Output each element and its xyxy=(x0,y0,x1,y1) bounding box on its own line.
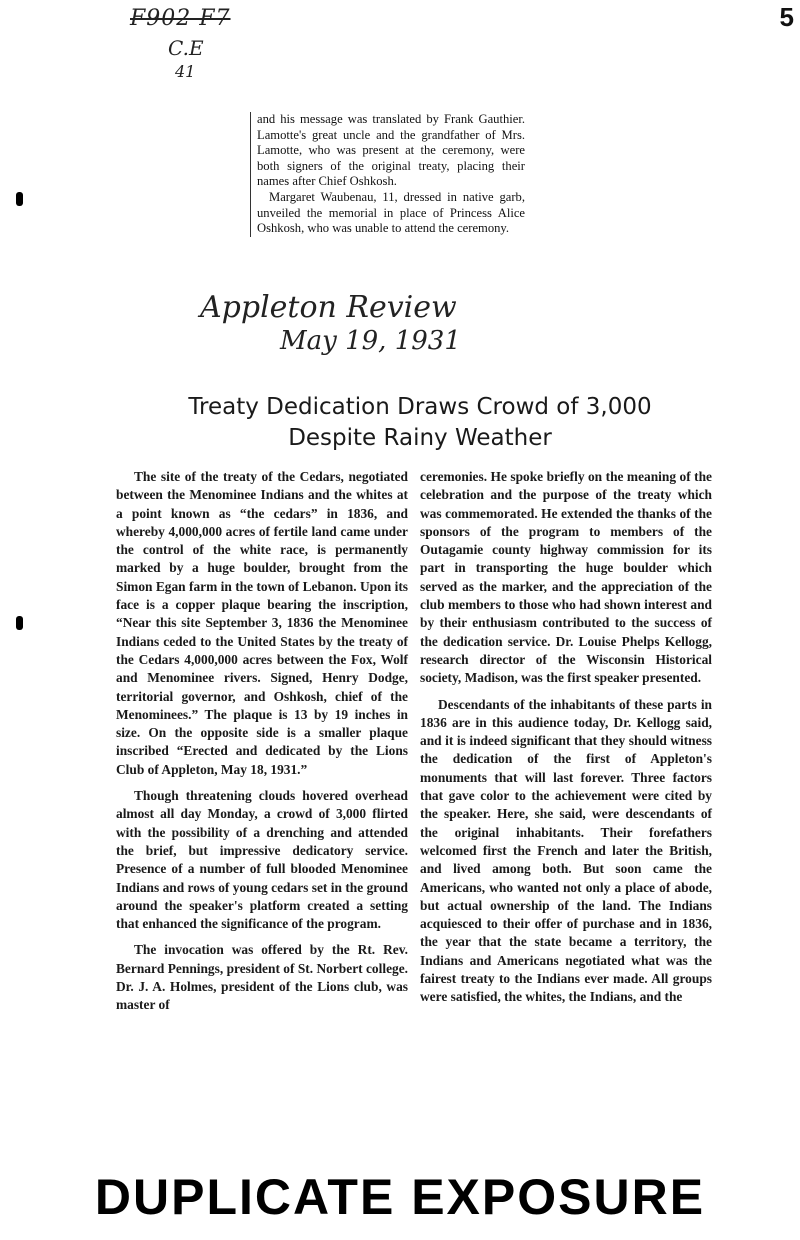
article-paragraph: Though threatening clouds hovered overhead almost all day Monday, a crowd of 3,000 flirted with the possibility of a drenching and attended the brief, but impressive dedicatory service. Presence of a number of full blooded Menominee Indians and rows of young cedars set in the ground around the speaker's platform created a setting that enhanced the significance of the program. xyxy=(116,788,408,932)
article-column-right xyxy=(420,468,712,1015)
registration-mark-left-bottom xyxy=(16,616,23,630)
source-handwriting-title: Appleton Review xyxy=(200,290,457,325)
article-paragraph: Descendants of the inhabitants of these parts in 1836 are in this audience today, Dr. Kellogg said, and it is indeed significant that they should witness the dedication of the first of Appleton's monuments that will last forever. Three factors that gave color to the achievement were cited by the speaker. Here, she said, were descendants of the original inhabitants. Their forefathers welcomed first the French and later the British, and lived among both. But soon came the Americans, who wanted not only a place of abode, but actual ownership of the land. The Indians acquiesced to their offer of purchase and in 1836, the year that the state became a territory, the Indians and Americans negotiated what was the fairest treaty to the Indians ever made. All groups were satisfied, the whites, the Indians, and the xyxy=(420,696,712,1005)
article-column-left xyxy=(116,468,408,1023)
page-number: 5 xyxy=(779,2,794,32)
clipping-paragraph: Margaret Waubenau, 11, dressed in native garb, unveiled the memorial in place of Princess Alice Oshkosh, who was unable to attend the ceremony. xyxy=(257,189,525,236)
source-handwriting-date: May 19, 1931 xyxy=(280,326,461,356)
clipping-continuation xyxy=(250,112,525,237)
headline-line-1: Treaty Dedication Draws Crowd of 3,000 xyxy=(188,394,652,420)
article-paragraph: ceremonies. He spoke briefly on the meaning of the celebration and the purpose of the treaty which was commemorated. He extended the thanks of the sponsors of the program to members of the Outagamie county highway commission for its part in transporting the huge boulder which served as the marker, and the appreciation of the club members to those who had shown interest and by their enthusiasm contributed to the success of the dedication service. Dr. Louise Phelps Kellogg, research director of the Wisconsin Historical society, Madison, was the first speaker presented. xyxy=(420,469,712,686)
headline-line-2: Despite Rainy Weather xyxy=(288,425,552,451)
article-paragraph: The site of the treaty of the Cedars, negotiated between the Menominee Indians and the whites at a point known as “the cedars” in 1836, and whereby 4,000,000 acres of fertile land came under the control of the white race, is permanently marked by a huge boulder, brought from the Simon Egan farm in the town of Lebanon. Upon its face is a copper plaque bearing the inscription, “Near this site September 3, 1836 the Menominee Indians ceded to the United States by the treaty of the Cedars 4,000,000 acres between the Fox, Wolf and Menominee rivers. Signed, Henry Dodge, territorial governor, and Oshkosh, chief of the Menominees.” The plaque is 13 by 19 inches in size. On the opposite side is a smaller plaque inscribed “Erected and dedicated by the Lions Club of Appleton, May 18, 1931.” xyxy=(116,469,408,777)
article-headline xyxy=(120,392,720,454)
catalog-note-3: 41 xyxy=(175,62,196,81)
duplicate-exposure-stamp: DUPLICATE EXPOSURE xyxy=(94,1169,706,1225)
clipping-paragraph: and his message was translated by Frank Gauthier. Lamotte's great uncle and the grandfather of Mrs. Lamotte, who was present at the ceremony, were both signers of the original treaty, placing their names after Chief Oshkosh. xyxy=(257,112,525,189)
catalog-note-2: C.E xyxy=(168,36,204,60)
catalog-note-1: F902 F7 xyxy=(130,6,231,31)
registration-mark-left-top xyxy=(16,192,23,206)
article-paragraph: The invocation was offered by the Rt. Rev. Bernard Pennings, president of St. Norbert college. Dr. J. A. Holmes, president of the Lions club, was master of xyxy=(116,942,408,1013)
